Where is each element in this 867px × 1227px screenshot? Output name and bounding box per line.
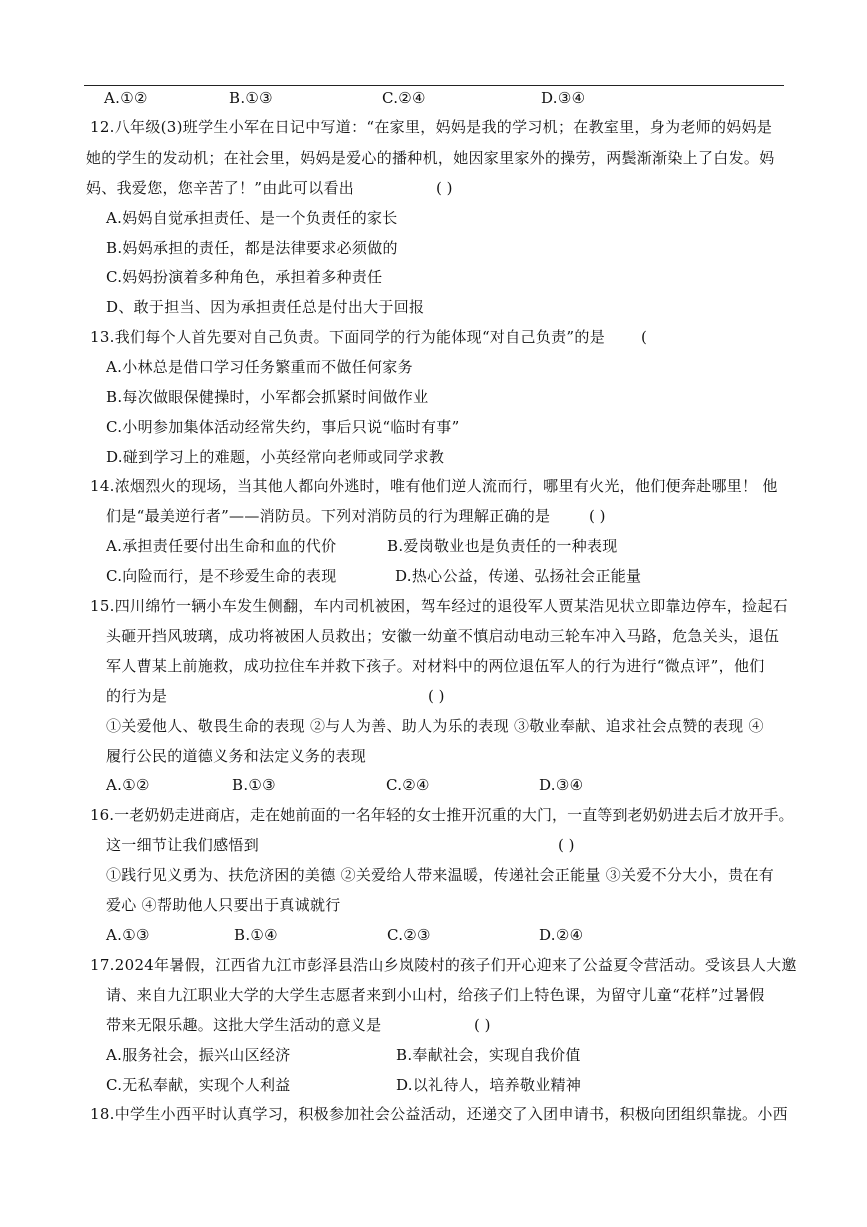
q15-line-4: 的行为是: [106, 687, 168, 705]
q17-option-d: D.以礼待人，培养敬业精神: [396, 1076, 582, 1094]
q15-line-1: 15.四川绵竹一辆小车发生侧翻，车内司机被困，驾车经过的退役军人贾某浩见状立即靠边停车，捡起石: [90, 597, 788, 615]
top-options-row: [0, 88, 867, 108]
q15-option-c: C.②④: [386, 776, 430, 794]
q17-options-row-1: [0, 1045, 867, 1065]
q12-line-1: 12.八年级(3)班学生小军在日记中写道：“在家里，妈妈是我的学习机；在教室里，身为老师的妈妈是: [90, 118, 773, 136]
q17-line-3: 带来无限乐趣。这批大学生活动的意义是: [106, 1016, 382, 1034]
q16-answer-paren: ( ): [558, 836, 575, 854]
q17-option-a: A.服务社会，振兴山区经济: [106, 1046, 291, 1064]
q16-options-row: [0, 925, 867, 945]
q14-options-row-1: [0, 536, 867, 556]
q17-line-2: 请、来自九江职业大学的大学生志愿者来到小山村，给孩子们上特色课，为留守儿童“花样”过暑假: [106, 986, 765, 1004]
q16-statement-1: ①践行见义勇为、扶危济困的美德 ②关爱给人带来温暖，传递社会正能量 ③关爱不分大小，贵在有: [106, 866, 775, 884]
q17-answer-paren: ( ): [474, 1016, 491, 1034]
q15-option-d: D.③④: [539, 776, 584, 794]
q15-option-a: A.①②: [106, 776, 150, 794]
q13-option-d: D.碰到学习上的难题，小英经常向老师或同学求教: [106, 448, 445, 466]
top-option-b: B.①③: [229, 89, 273, 107]
top-rule: [84, 85, 784, 86]
q16-option-c: C.②③: [387, 926, 431, 944]
q17-line-1: 17.2024年暑假，江西省九江市彭泽县浩山乡岚陵村的孩子们开心迎来了公益夏令营活动。受该县人大邀: [90, 956, 797, 974]
q16-line-1: 16.一老奶奶走进商店，走在她前面的一名年轻的女士推开沉重的大门，一直等到老奶奶进去后才放开手。: [90, 806, 794, 824]
q14-options-row-2: [0, 566, 867, 586]
q12-line-3: 妈、我爱您，您辛苦了！”由此可以看出: [86, 179, 355, 197]
q15-option-b: B.①③: [232, 776, 276, 794]
top-option-d: D.③④: [541, 89, 586, 107]
q16-option-b: B.①④: [234, 926, 278, 944]
q16-option-a: A.①③: [106, 926, 150, 944]
q16-line-2: 这一细节让我们感悟到: [106, 836, 260, 854]
q13-option-a: A.小林总是借口学习任务繁重而不做任何家务: [106, 358, 413, 376]
q13-answer-paren: (: [641, 328, 647, 346]
q16-statement-2: 爱心 ④帮助他人只要出于真诚就行: [106, 896, 341, 914]
q15-line-2: 头砸开挡风玻璃，成功将被困人员救出；安徽一幼童不慎启动电动三轮车冲入马路，危急关头，退伍: [106, 627, 780, 645]
q12-option-b: B.妈妈承担的责任，都是法律要求必须做的: [106, 239, 398, 257]
q13-line-1: 13.我们每个人首先要对自己负责。下面同学的行为能体现“对自己负责”的是: [90, 328, 605, 346]
q12-option-a: A.妈妈自觉承担责任、是一个负责任的家长: [106, 209, 398, 227]
q17-options-row-2: [0, 1075, 867, 1095]
q14-option-a: A.承担责任要付出生命和血的代价: [106, 537, 337, 555]
q15-statement-2: 履行公民的道德义务和法定义务的表现: [106, 747, 367, 765]
q18-line-1: 18.中学生小西平时认真学习，积极参加社会公益活动，还递交了入团申请书，积极向团组织靠拢。小西: [90, 1105, 788, 1123]
q16-option-d: D.②④: [539, 926, 584, 944]
q12-option-d: D、敢于担当、因为承担责任总是付出大于回报: [106, 298, 425, 316]
q14-line-2: 们是“最美逆行者”——消防员。下列对消防员的行为理解正确的是: [106, 507, 551, 525]
q13-option-b: B.每次做眼保健操时，小军都会抓紧时间做作业: [106, 388, 429, 406]
top-option-c: C.②④: [382, 89, 426, 107]
q15-options-row: [0, 775, 867, 795]
q14-line-1: 14.浓烟烈火的现场，当其他人都向外逃时，唯有他们逆人流而行，哪里有火光，他们便奔赴哪里！ 他: [90, 477, 778, 495]
q15-answer-paren: ( ): [428, 687, 445, 705]
q12-option-c: C.妈妈扮演着多种角色，承担着多种责任: [106, 268, 383, 286]
q14-option-b: B.爱岗敬业也是负责任的一种表现: [387, 537, 618, 555]
q14-option-c: C.向险而行，是不珍爱生命的表现: [106, 567, 337, 585]
q13-option-c: C.小明参加集体活动经常失约，事后只说“临时有事”: [106, 418, 460, 436]
q15-line-3: 军人曹某上前施救，成功拉住车并救下孩子。对材料中的两位退伍军人的行为进行“微点评”，他们: [106, 657, 765, 675]
q12-line-2: 她的学生的发动机；在社会里，妈妈是爱心的播种机，她因家里家外的操劳，两鬓渐渐染上了白发。妈: [86, 149, 775, 167]
q12-answer-paren: ( ): [436, 179, 453, 197]
q14-answer-paren: ( ): [589, 507, 606, 525]
top-option-a: A.①②: [104, 89, 148, 107]
q15-statement-1: ①关爱他人、敬畏生命的表现 ②与人为善、助人为乐的表现 ③敬业奉献、追求社会点赞的表现 ④: [106, 717, 764, 735]
q17-option-b: B.奉献社会，实现自我价值: [396, 1046, 581, 1064]
q17-option-c: C.无私奉献，实现个人利益: [106, 1076, 291, 1094]
q14-option-d: D.热心公益，传递、弘扬社会正能量: [395, 567, 642, 585]
